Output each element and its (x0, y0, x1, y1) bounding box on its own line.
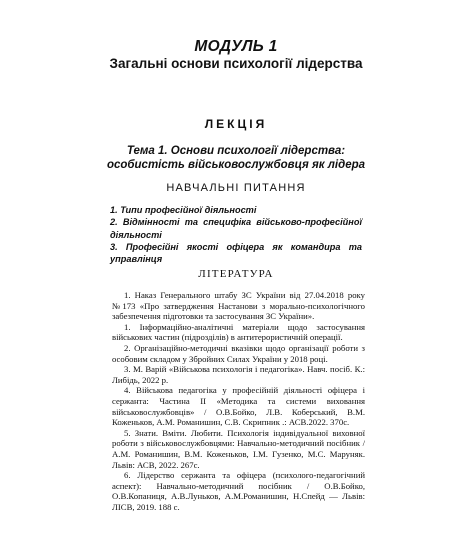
literature-item: 4. Військова педагогіка у професійній діяльності офіцера і сержанта: Частина II «Методика та системи виховання військовослужбовців» / О.В.Бойко, Л.В. Коберський, В.М. Коженьков, А.М. Романишин, С.В. Скрипник .: АСВ.2022. 370с. (112, 385, 365, 428)
study-questions-heading: НАВЧАЛЬНІ ПИТАННЯ (166, 182, 306, 194)
study-question-item: 3. Професійні якості офіцера як командира та управлінця (110, 241, 362, 265)
topic-title-line-2: особистість військовослужбовця як лідера (106, 159, 366, 171)
literature-item: 1. Наказ Генерального штабу ЗС України від 27.04.2018 року №173 «Про затвердження Настанови з морально-психологічного забезпечення підготовки та застосування ЗС України». (112, 290, 365, 322)
study-questions-list (110, 204, 362, 265)
module-subtitle: Загальні основи психології лідерства (109, 56, 363, 71)
topic-title-line-1: Тема 1. Основи психології лідерства: (126, 145, 346, 157)
literature-item: 5. Знати. Вміти. Любити. Психологія індивідуальної виховної роботи з військовослужбовцями: Навчально-методичний посібник / А.М. Романишин, В.М. Коженьков, І.М. Гузенко, М.С. Маруняк. Львів: АСВ, 2022. 267с. (112, 427, 365, 470)
module-title: МОДУЛЬ 1 (194, 38, 278, 55)
literature-item: 1. Інформаційно-аналітичні матеріали щодо застосування військових частин (підрозділів) в антитерористичній операції. (112, 321, 365, 343)
literature-item: 3. М. Варій «Військова психологія і педагогіка». Навч. посіб. К.: Либідь, 2022 р. (112, 364, 365, 385)
lecture-heading: ЛЕКЦІЯ (204, 117, 268, 131)
literature-item: 6. Лідерство сержанта та офіцера (психолого-педагогічний аспект): Навчально-методичний посібник / О.В.Бойко, О.В.Копаниця, А.В.Луньков, А.М.Романишин, Н.Спейд — Львів: ЛІСВ, 2019. 188 с. (112, 470, 365, 512)
literature-list (112, 290, 365, 512)
literature-item: 2. Організаційно-методичні вказівки щодо організації роботи з особовим складом у Збройних Силах України у 2018 році. (112, 342, 365, 364)
literature-heading: ЛІТЕРАТУРА (198, 268, 274, 280)
study-question-item: 1. Типи професійної діяльності (110, 205, 257, 215)
study-question-item: 2. Відмінності та специфіка військово-професійної діяльності (110, 217, 362, 240)
